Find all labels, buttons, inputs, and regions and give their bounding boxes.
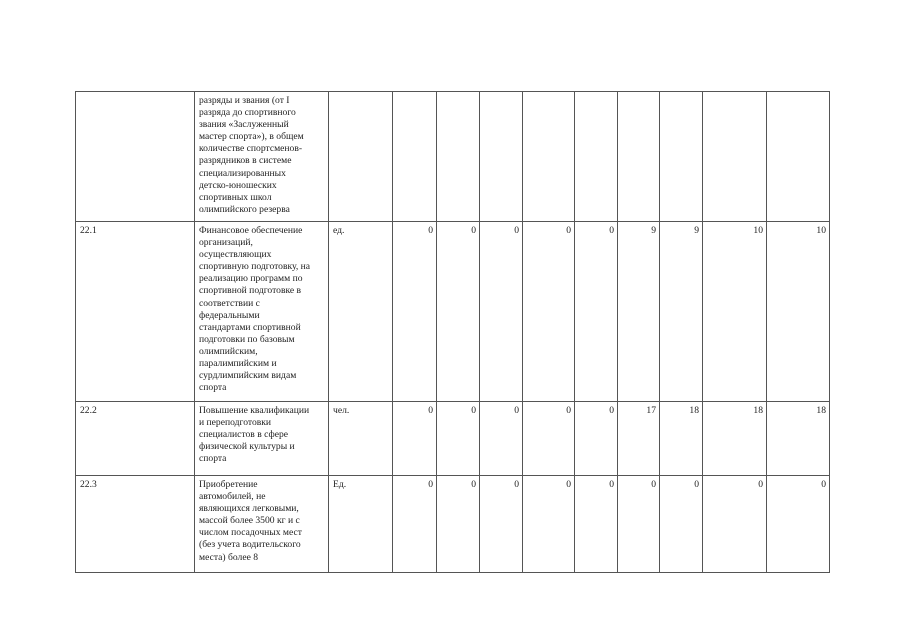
row-value [575, 92, 618, 222]
row-value: 0 [575, 222, 618, 402]
row-value: 0 [703, 476, 767, 573]
row-name-text: Повышение квалификации и переподготовки специалистов в сфере физической культуры и спорта [199, 405, 310, 465]
row-value: 17 [618, 402, 660, 476]
row-name [195, 92, 329, 222]
row-value: 0 [480, 222, 523, 402]
row-value: 0 [393, 476, 437, 573]
row-code: 22.1 [76, 222, 195, 402]
row-value: 0 [480, 402, 523, 476]
row-value [437, 92, 480, 222]
table-row [76, 402, 830, 476]
row-code [76, 92, 195, 222]
row-value: 0 [575, 402, 618, 476]
row-name-text: Финансовое обеспечение организаций, осуществляющих спортивную подготовку, на реализацию программ по спортивной подготовке в соответствии с федеральными стандартами спортивной подготовки по базовым олимпийским, паралимпийским и сурдлимпийским видам спорта [199, 225, 311, 394]
row-value: 0 [767, 476, 830, 573]
row-value [393, 92, 437, 222]
row-value: 0 [523, 476, 575, 573]
row-value: 9 [618, 222, 660, 402]
row-value: 0 [618, 476, 660, 573]
row-value [523, 92, 575, 222]
row-value: 18 [767, 402, 830, 476]
row-unit: ед. [329, 222, 393, 402]
indicators-table [75, 91, 830, 573]
row-value [767, 92, 830, 222]
row-value: 0 [393, 222, 437, 402]
row-value [480, 92, 523, 222]
row-value: 9 [660, 222, 703, 402]
row-value: 0 [437, 476, 480, 573]
row-value: 18 [660, 402, 703, 476]
row-value: 0 [437, 402, 480, 476]
row-value: 0 [480, 476, 523, 573]
row-value: 18 [703, 402, 767, 476]
row-unit [329, 92, 393, 222]
row-code: 22.3 [76, 476, 195, 573]
row-value: 0 [575, 476, 618, 573]
row-value: 10 [767, 222, 830, 402]
row-name-text: Приобретение автомобилей, не являющихся легковыми, массой более 3500 кг и с числом посадочных мест (без учета водительского места) более 8 [199, 479, 302, 563]
row-name [195, 476, 329, 573]
row-value: 0 [523, 222, 575, 402]
row-name-text: разряды и звания (от I разряда до спортивного звания «Заслуженный мастер спорта»), в общем количестве спортсменов- разрядников в системе специализированных детско-юношеских спортивных школ олимпийского резерва [199, 95, 304, 215]
row-name [195, 402, 329, 476]
table-row [76, 222, 830, 402]
row-code: 22.2 [76, 402, 195, 476]
row-value: 0 [660, 476, 703, 573]
row-value: 0 [437, 222, 480, 402]
table-row [76, 476, 830, 573]
row-unit: Ед. [329, 476, 393, 573]
row-value [703, 92, 767, 222]
row-value: 0 [393, 402, 437, 476]
row-value [660, 92, 703, 222]
table-row [76, 92, 830, 222]
row-name [195, 222, 329, 402]
row-value: 10 [703, 222, 767, 402]
row-unit: чел. [329, 402, 393, 476]
row-value: 0 [523, 402, 575, 476]
row-value [618, 92, 660, 222]
